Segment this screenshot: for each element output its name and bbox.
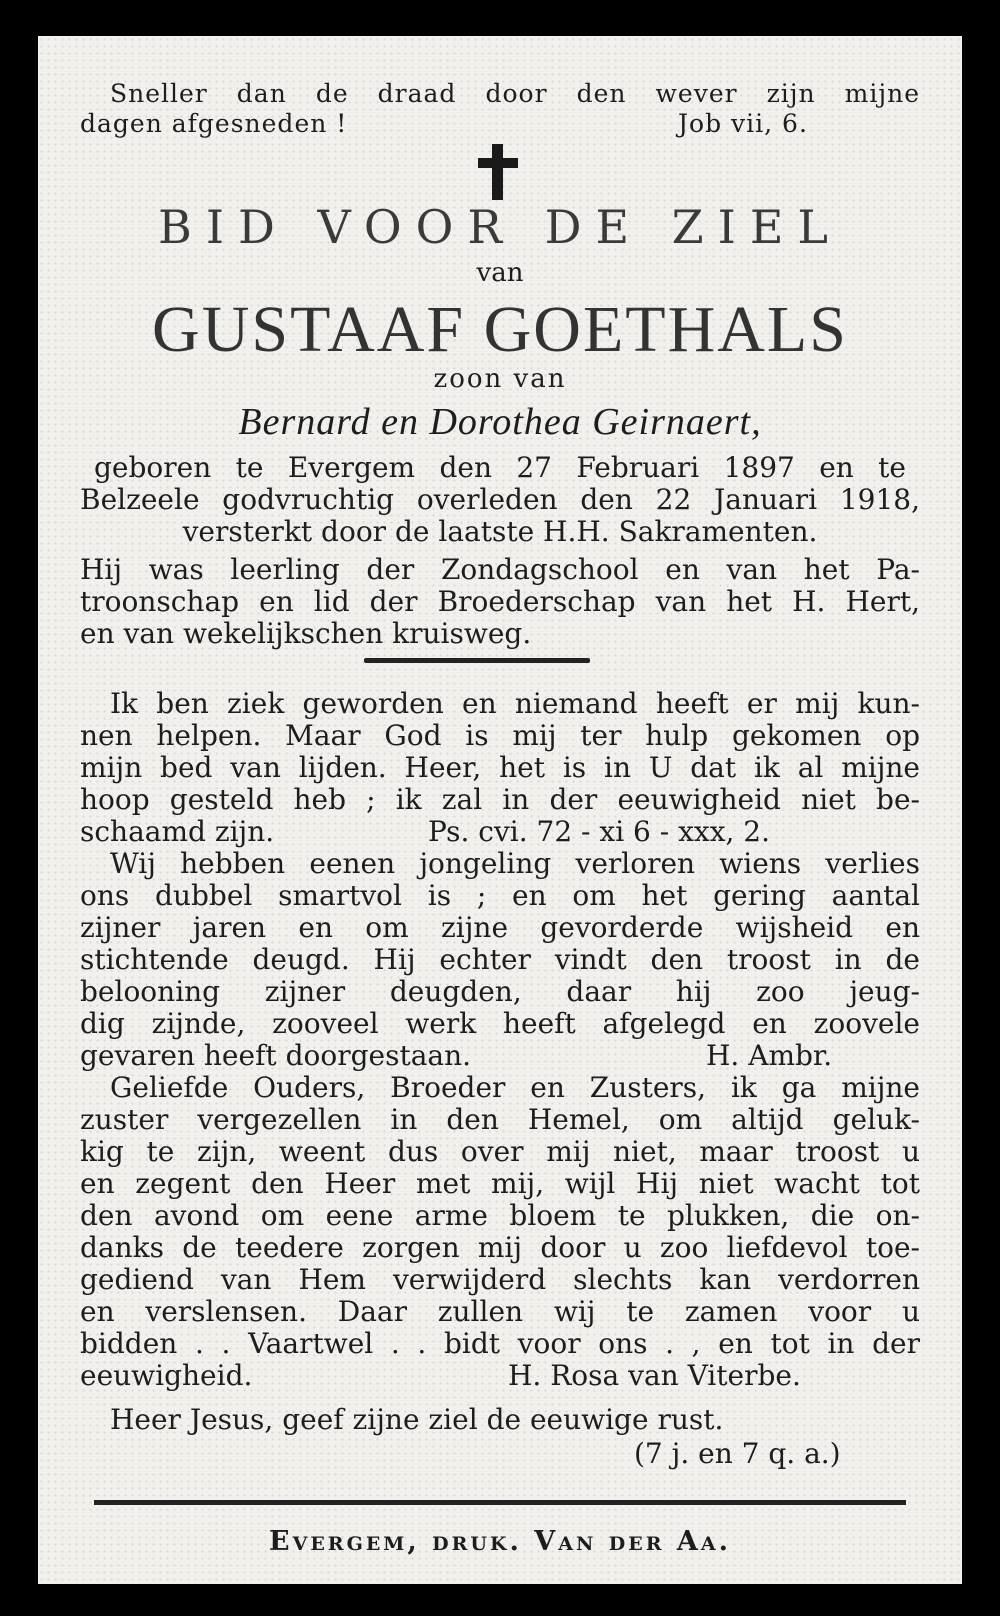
ambr-line-6: dig zijnde, zooveel werk heeft afgelegd en zoovele bbox=[80, 1007, 920, 1040]
psalm-reference: Ps. cvi. 72 - xi 6 - xxx, 2. bbox=[428, 815, 771, 848]
ambr-line-7: gevaren heeft doorgestaan. bbox=[80, 1039, 472, 1072]
rosa-line-7: gediend van Hem verwijderd slechts kan verdorren bbox=[80, 1263, 920, 1296]
membership-line-1: Hij was leerling der Zondagschool en van het Pa- bbox=[80, 553, 920, 586]
ambr-line-4: stichtende deugd. Hij echter vindt den troost in de bbox=[80, 943, 920, 976]
rosa-line-10: eeuwigheid. bbox=[80, 1359, 253, 1392]
membership-line-2: troonschap en lid der Broederschap van het H. Hert, bbox=[80, 585, 920, 618]
epigraph-reference: Job vii, 6. bbox=[678, 109, 808, 138]
section-divider bbox=[364, 658, 590, 663]
epigraph-line-2: dagen afgesneden ! bbox=[80, 109, 348, 138]
rosa-line-5: den avond om eene arme bloem te plukken, die on- bbox=[80, 1199, 920, 1232]
bottom-rule bbox=[94, 1500, 906, 1505]
birth-line-1: geboren te Evergem den 27 Februari 1897 en te bbox=[94, 451, 906, 484]
ambr-line-2: ons dubbel smartvol is ; en om het gering aantal bbox=[80, 879, 920, 912]
zoon-van-label: zoon van bbox=[433, 364, 567, 394]
rosa-line-3: kig te zijn, weent dus over mij niet, maar troost u bbox=[80, 1135, 920, 1168]
prayer-heading: BID VOOR DE ZIEL bbox=[158, 200, 842, 254]
membership-line-3: en van wekelijkschen kruisweg. bbox=[80, 617, 532, 650]
rosa-line-4: en zegent den Heer met mij, wijl Hij niet wacht tot bbox=[80, 1167, 920, 1200]
van-label: van bbox=[476, 258, 524, 288]
rosa-line-2: zuster vergezellen in den Hemel, om altijd geluk- bbox=[80, 1103, 920, 1136]
rosa-line-1: Geliefde Ouders, Broeder en Zusters, ik ga mijne bbox=[110, 1071, 920, 1104]
ambr-reference: H. Ambr. bbox=[706, 1039, 833, 1072]
birth-line-3: versterkt door de laatste H.H. Sakramenten. bbox=[182, 515, 818, 548]
rosa-reference: H. Rosa van Viterbe. bbox=[508, 1359, 801, 1392]
printer-imprint: Evergem, druk. Van der Aa. bbox=[269, 1526, 731, 1557]
closing-prayer: Heer Jesus, geef zijne ziel de eeuwige rust. bbox=[110, 1403, 724, 1436]
ambr-line-3: zijner jaren en om zijne gevorderde wijsheid en bbox=[80, 911, 920, 944]
psalm-line-2: nen helpen. Maar God is mij ter hulp gekomen op bbox=[80, 719, 920, 752]
psalm-line-3: mijn bed van lijden. Heer, het is in U dat ik al mijne bbox=[80, 751, 920, 784]
epigraph-line-1: Sneller dan de draad door den wever zijn mijne bbox=[110, 79, 920, 108]
rosa-line-9: bidden . . Vaartwel . . bidt voor ons . , en tot in der bbox=[80, 1327, 920, 1360]
deceased-name: GUSTAAF GOETHALS bbox=[152, 293, 848, 366]
ambr-line-1: Wij hebben eenen jongeling verloren wiens verlies bbox=[110, 847, 920, 880]
birth-line-2: Belzeele godvruchtig overleden den 22 Januari 1918, bbox=[80, 483, 920, 516]
psalm-line-1: Ik ben ziek geworden en niemand heeft er mij kun- bbox=[110, 687, 920, 720]
rosa-line-6: danks de teedere zorgen mij door u zoo liefdevol toe- bbox=[80, 1231, 920, 1264]
memorial-card bbox=[38, 36, 962, 1584]
psalm-line-5: schaamd zijn. bbox=[80, 815, 275, 848]
indulgence-note: (7 j. en 7 q. a.) bbox=[634, 1437, 841, 1470]
parents-names: Bernard en Dorothea Geirnaert, bbox=[238, 401, 762, 443]
ambr-line-5: belooning zijner deugden, daar hij zoo jeug- bbox=[80, 975, 920, 1008]
rosa-line-8: en verslensen. Daar zullen wij te zamen voor u bbox=[80, 1295, 920, 1328]
psalm-line-4: hoop gesteld heb ; ik zal in der eeuwigheid niet be- bbox=[80, 783, 920, 816]
cross-icon bbox=[478, 144, 518, 200]
